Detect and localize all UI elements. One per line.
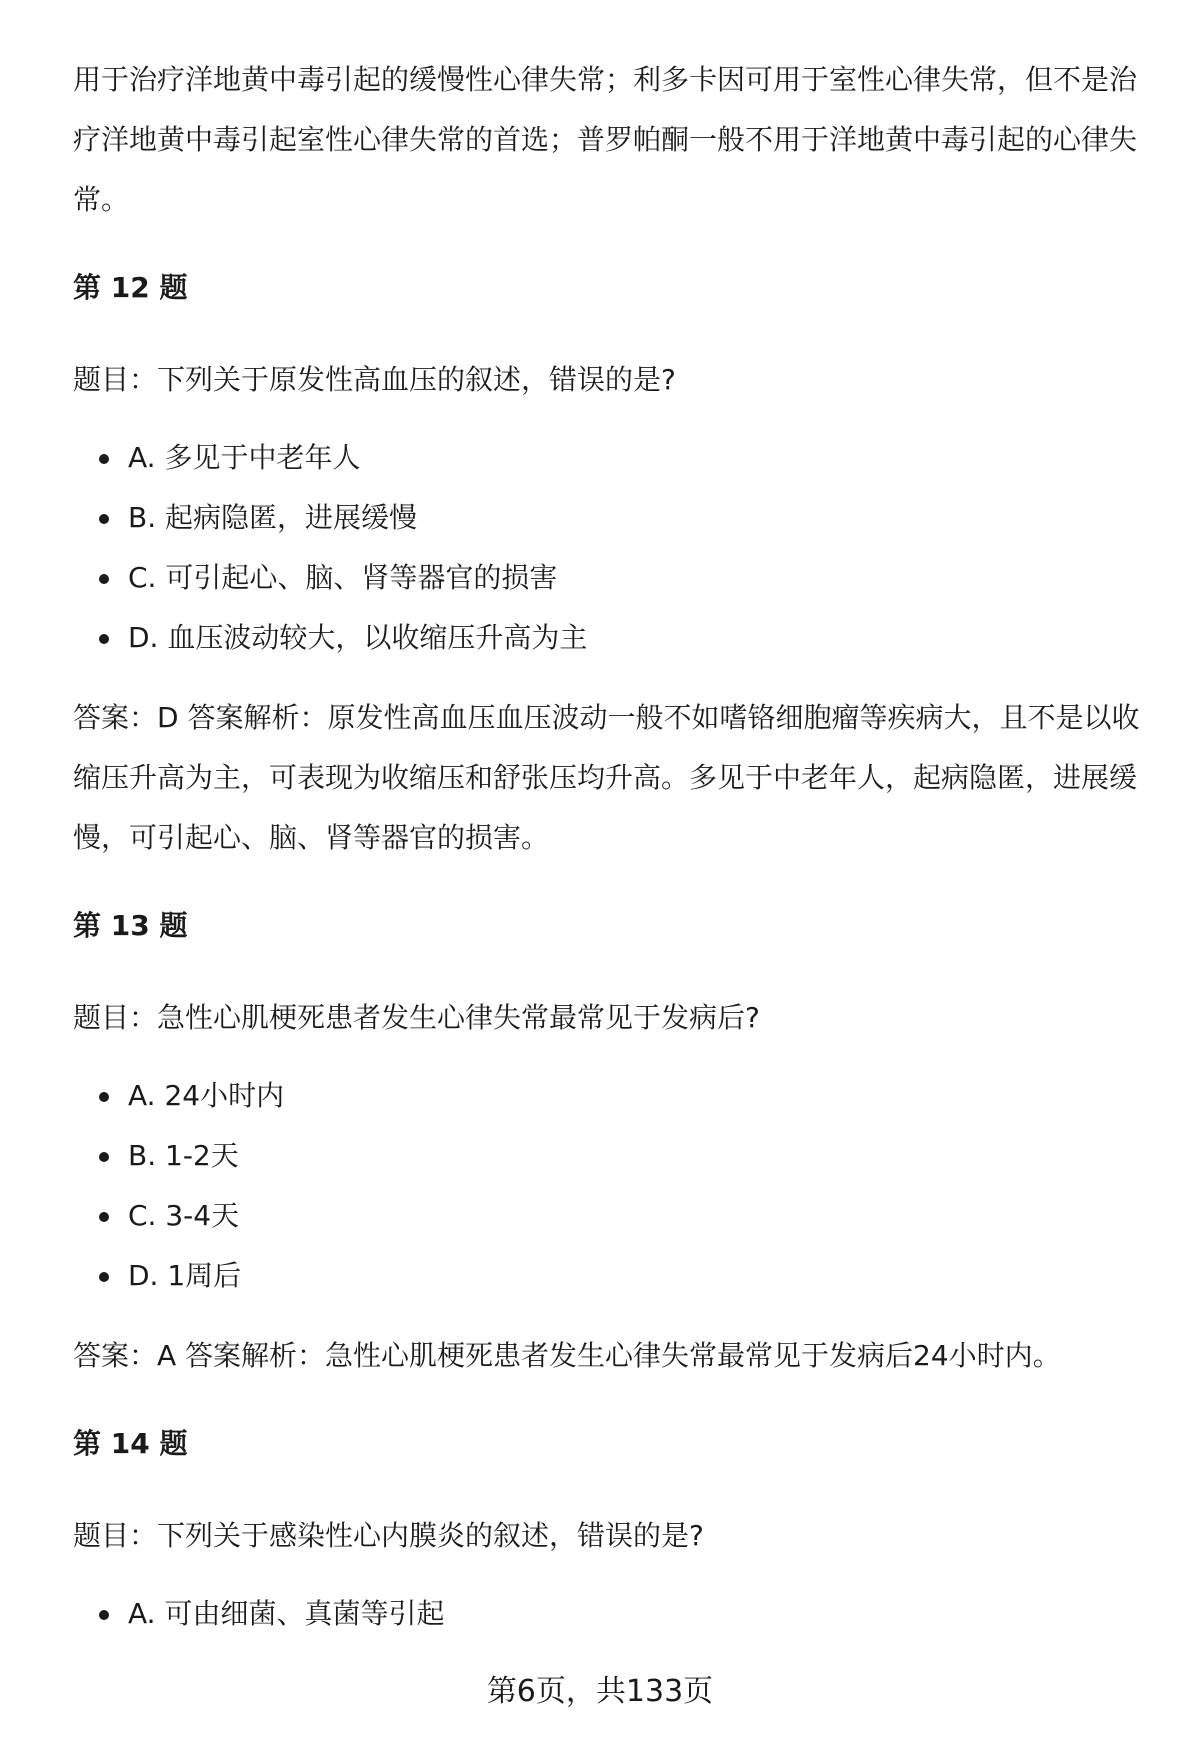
option-list	[73, 1584, 1153, 1644]
question-stem: 题目：下列关于原发性高血压的叙述，错误的是?	[73, 363, 676, 396]
bullet-icon	[99, 1272, 109, 1282]
document-page	[73, 50, 1153, 1644]
bullet-icon	[99, 1092, 109, 1102]
option-list	[73, 1066, 1153, 1306]
option-text: D. 1周后	[128, 1259, 242, 1292]
option-text: A. 多见于中老年人	[128, 441, 361, 474]
option-item	[73, 548, 1153, 608]
question-heading: 第 14 题	[73, 1427, 188, 1460]
option-item	[73, 1066, 1153, 1126]
question-stem: 题目：急性心肌梗死患者发生心律失常最常见于发病后?	[73, 1001, 760, 1034]
question-14	[73, 1424, 1153, 1644]
question-heading: 第 13 题	[73, 909, 188, 942]
option-text: A. 24小时内	[128, 1079, 285, 1112]
option-text: D. 血压波动较大，以收缩压升高为主	[128, 621, 588, 654]
option-list	[73, 428, 1153, 668]
option-item	[73, 1126, 1153, 1186]
bullet-icon	[99, 514, 109, 524]
option-item	[73, 1246, 1153, 1306]
answer-explanation: 答案：A 答案解析：急性心肌梗死患者发生心律失常最常见于发病后24小时内。	[73, 1339, 1061, 1372]
bullet-icon	[99, 454, 109, 464]
question-12	[73, 268, 1153, 868]
page-number-footer: 第6页，共133页	[486, 1674, 714, 1709]
option-text: C. 3-4天	[128, 1199, 240, 1232]
option-text: B. 1-2天	[128, 1139, 239, 1172]
bullet-icon	[99, 1212, 109, 1222]
bullet-icon	[99, 634, 109, 644]
option-item	[73, 608, 1153, 668]
option-text: C. 可引起心、脑、肾等器官的损害	[128, 561, 558, 594]
answer-explanation: 答案：D 答案解析：原发性高血压血压波动一般不如嗜铬细胞瘤等疾病大，且不是以收缩压升高为主，可表现为收缩压和舒张压均升高。多见于中老年人，起病隐匿，进展缓慢，可引起心、脑、肾等器官的损害。	[73, 701, 1140, 854]
bullet-icon	[99, 1610, 109, 1620]
option-item	[73, 1584, 1153, 1644]
option-item	[73, 1186, 1153, 1246]
question-stem: 题目：下列关于感染性心内膜炎的叙述，错误的是?	[73, 1519, 704, 1552]
option-text: A. 可由细菌、真菌等引起	[128, 1597, 445, 1630]
option-text: B. 起病隐匿，进展缓慢	[128, 501, 418, 534]
bullet-icon	[99, 1152, 109, 1162]
option-item	[73, 428, 1153, 488]
question-heading: 第 12 题	[73, 271, 188, 304]
bullet-icon	[99, 574, 109, 584]
question-13	[73, 906, 1153, 1386]
option-item	[73, 488, 1153, 548]
intro-paragraph: 用于治疗洋地黄中毒引起的缓慢性心律失常；利多卡因可用于室性心律失常，但不是治疗洋地黄中毒引起室性心律失常的首选；普罗帕酮一般不用于洋地黄中毒引起的心律失常。	[73, 63, 1138, 216]
